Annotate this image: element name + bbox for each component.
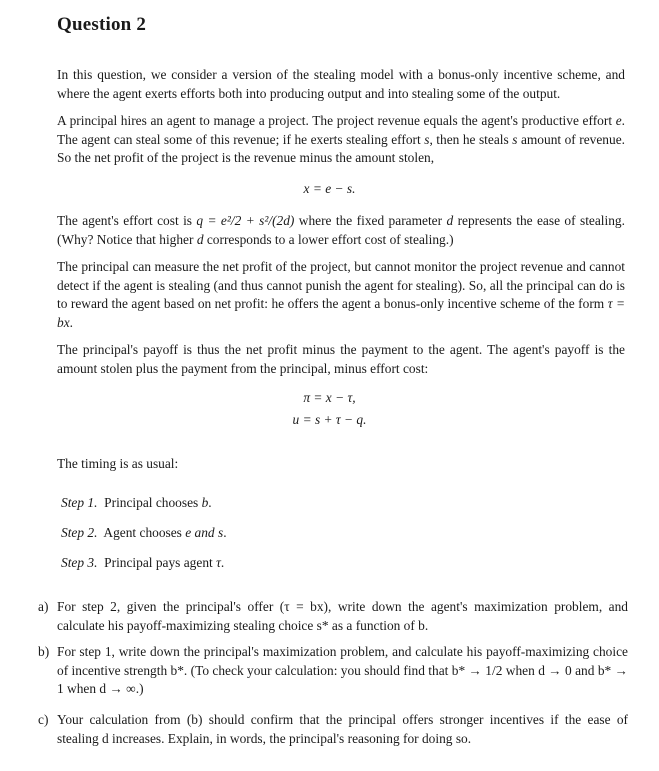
question-c-text: Your calculation from (b) should confirm that the principal offers stronger incentives if the ease of stealing d increases. Explain, in words, the principal's reasoning for doing so. [57,712,628,746]
question-c-label: c) [38,712,49,727]
step-1: Step 1. Principal chooses b. [61,495,212,510]
intro-paragraph: In this question, we consider a version of the stealing model with a bonus-only incentive scheme, and where the agent exerts efforts both into producing output and into stealing some of the output. [57,67,625,101]
net-profit-equation: x = e − s. [303,181,356,196]
question-title: Question 2 [57,14,147,35]
question-b-label: b) [38,644,50,659]
cost-paragraph: The agent's effort cost is q = e²/2 + s²/(2d) where the fixed parameter d represents the ease of stealing. (Why? Notice that higher d corresponds to a lower effort cost of stealing.) [57,213,625,247]
step-3: Step 3. Principal pays agent τ. [61,555,225,570]
question-b [38,643,628,699]
agent-payoff-equation: u = s + τ − q. [292,412,367,427]
payoff-paragraph: The principal's payoff is thus the net profit minus the payment to the agent. The agent's payoff is the amount stolen plus the payment from the principal, minus effort cost: [57,342,625,376]
question-a-label: a) [38,599,49,614]
principal-payoff-equation: π = x − τ, [303,390,356,405]
question-a [38,598,628,635]
setup-paragraph: A principal hires an agent to manage a project. The project revenue equals the agent's productive effort e. The agent can steal some of this revenue; if he exerts stealing effort s, then he steals s amount of revenue. So the net profit of the project is the revenue minus the amount stolen, [57,113,625,165]
question-a-text: For step 2, given the principal's offer (τ = bx), write down the agent's maximization problem, and calculate his payoff-maximizing stealing choice s* as a function of b. [57,599,628,633]
monitoring-paragraph: The principal can measure the net profit of the project, but cannot monitor the project revenue and cannot detect if the agent is stealing (and thus cannot punish the agent for stealing). So, all the principal can do is to reward the agent based on net profit: he offers the agent a bonus-only incentive scheme of the form τ = bx. [57,259,625,330]
question-b-text: For step 1, write down the principal's maximization problem, and calculate his payoff-maximizing choice of incentive strength b*. (To check your calculation: you should find that b* → 1/2 when d → 0 and b* → 1 when d → ∞.) [57,644,628,696]
question-c [38,711,628,748]
timing-intro: The timing is as usual: [57,456,179,471]
step-2: Step 2. Agent chooses e and s. [61,525,227,540]
